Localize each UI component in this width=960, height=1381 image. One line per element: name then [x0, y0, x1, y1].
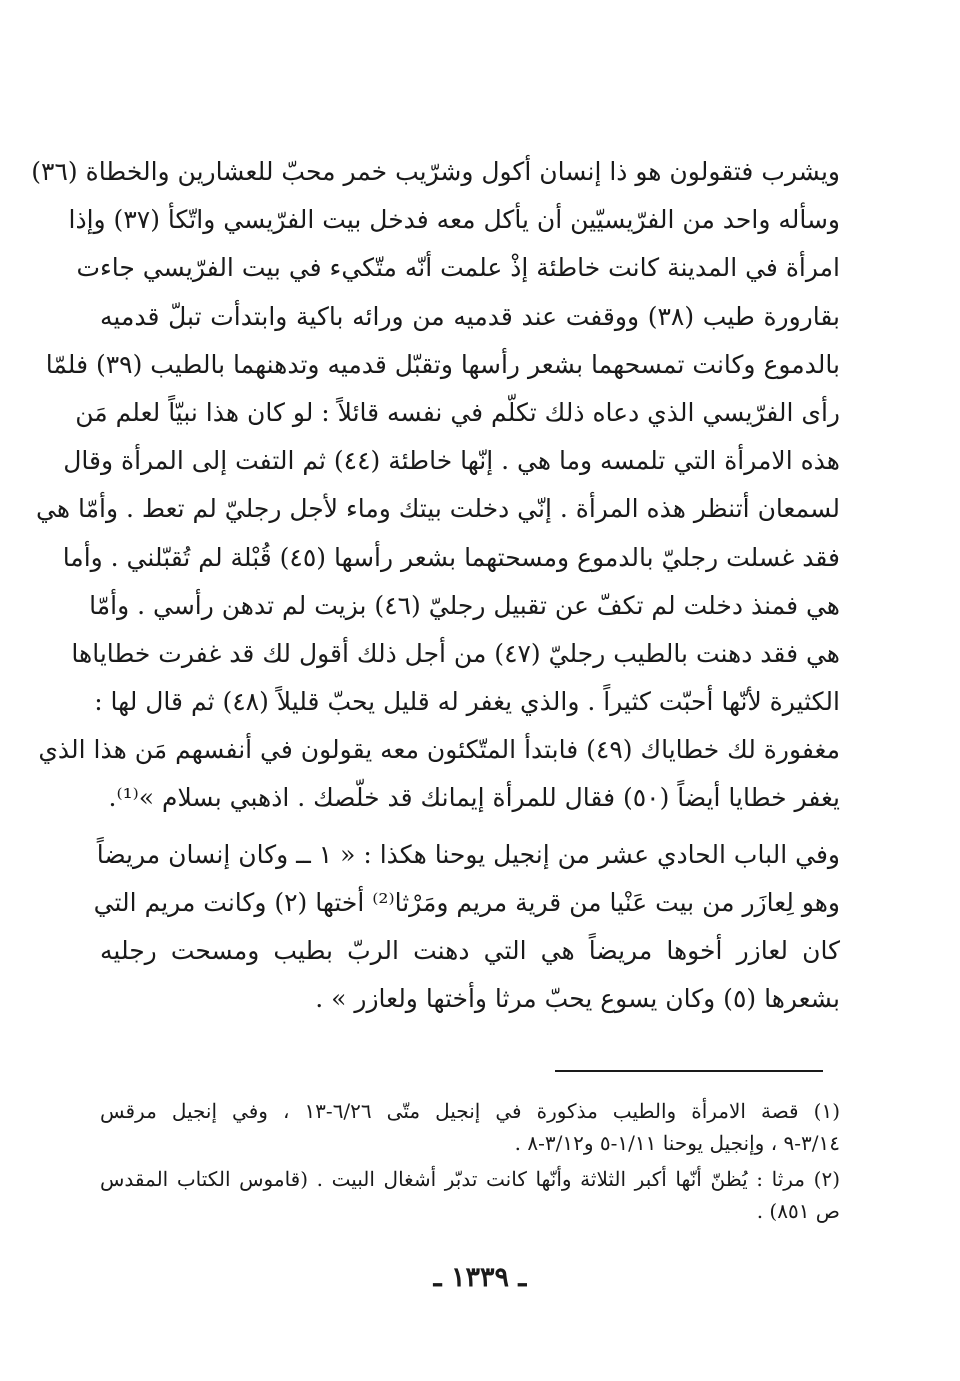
footnotes [100, 1095, 840, 1227]
text-line: رأى الفرّيسي الذي دعاه ذلك تكلّم في نفسه قائلاً : لو كان هذا نبيّاً لعلم مَن [75, 397, 840, 427]
text-line: ويشرب فتقولون هو ذا إنسان أكول وشرّيب خمر محبّ للعشارين والخطاة (٣٦) [31, 157, 840, 186]
text-line: الكثيرة لأنّها أحبّت كثيراً . والذي يغفر له قليل يحبّ قليلاً (٤٨) ثم قال لها : [94, 687, 840, 717]
text-line: بشعرها (٥) وكان يسوع يحبّ مرثا وأختها ولعازر » . [315, 984, 840, 1014]
text-line: هذه الامرأة التي تلمسه وما هي . إنّها خاطئة (٤٤) ثم التفت إلى المرأة وقال [63, 446, 840, 476]
text-line: فقد غسلت رجليّ بالدموع ومسحتهما بشعر رأسها (٤٥) قُبْلة لم تُقبّلني . وأما [62, 542, 840, 572]
footnote-1 [100, 1095, 840, 1159]
footnote-line: (٢) مرثا : يُظنّ أنّها أكبر الثلاثة وأنّها كانت تدبّر أشغال البيت . (قاموس الكتاب المقدس [100, 1167, 840, 1191]
text-line: مغفورة لك خطاياك (٤٩) فابتدأ المتّكئون معه يقولون في أنفسهم مَن هذا الذي [38, 735, 840, 765]
text-line: وفي الباب الحادي عشر من إنجيل يوحنا هكذا : « ١ ــ وكان إنسان مريضاً [96, 839, 840, 869]
text-line: وهو لِعازَر من بيت عَنْيا من قرية مريم ومَرْثا⁽²⁾ أختها (٢) وكانت مريم التي [93, 887, 840, 917]
text-line: بالدموع وكانت تمسحهما بشعر رأسها وتقبّل قدميه وتدهنهما بالطيب (٣٩) فلمّا [45, 349, 840, 379]
paragraph-john-11 [93, 831, 840, 1024]
text-line: كان لعازر أخوها مريضاً هي التي دهنت الربّ بطيب ومسحت رجليه [100, 936, 840, 965]
text-line: بقارورة طيب (٣٨) ووقفت عند قدميه من ورائه باكية وابتدأت تبلّ قدميه [100, 301, 840, 331]
text-line: هي فمنذ دخلت لم تكفّ عن تقبيل رجليّ (٤٦) بزيت لم تدهن رأسي . وأمّا [89, 590, 840, 620]
page-number: ـ ١٣٣٩ ـ [433, 1262, 527, 1293]
text-line: امرأة في المدينة كانت خاطئة إذْ علمت أنّه متّكيء في بيت الفرّيسي جاءت [76, 253, 840, 283]
footnote-separator [555, 1070, 823, 1072]
main-text [31, 148, 840, 1023]
footnote-line: ص ٨٥١) . [756, 1199, 840, 1223]
text-line: يغفر خطايا أيضاً (٥٠) فقال للمرأة إيمانك قد خلّصك . اذهبي بسلام »⁽¹⁾. [108, 783, 840, 813]
footnote-2 [100, 1163, 840, 1227]
footnote-line: ٣/١٤-٩ ، وإنجيل يوحنا ١/١١-٥ و٣/١٢-٨ . [514, 1131, 840, 1155]
text-line: لسمعان أتنظر هذه المرأة . إنّي دخلت بيتك وماء لأجل رجليّ لم تعط . وأمّا هي [36, 494, 840, 524]
text-line: وسأله واحد من الفرّيسيّين أن يأكل معه فدخل بيت الفرّيسي واتّكأ (٣٧) وإذا [68, 205, 840, 235]
paragraph-luke-7 [31, 148, 840, 823]
footnote-line: (١) قصة الامرأة والطيب مذكورة في إنجيل متّى ٦/٢٦-١٣ ، وفي إنجيل مرقس [100, 1099, 840, 1123]
text-line: هي فقد دهنت بالطيب رجليّ (٤٧) من أجل ذلك أقول لك قد غفرت خطاياها [71, 638, 840, 668]
